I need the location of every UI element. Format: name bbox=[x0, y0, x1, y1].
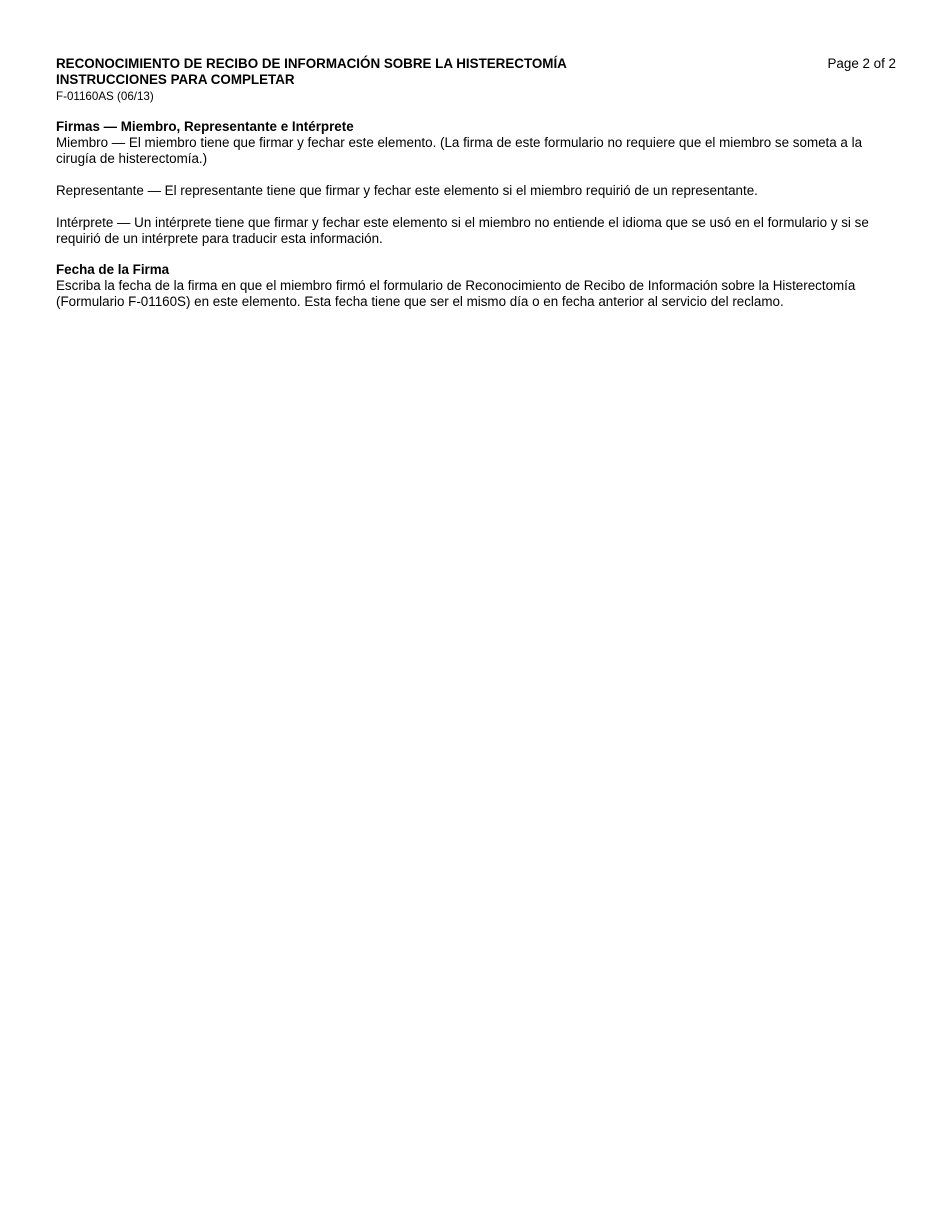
paragraph-representative: Representante — El representante tiene que firmar y fechar este elemento si el miembro requirió de un representante. bbox=[56, 183, 758, 198]
paragraph-interpreter: Intérprete — Un intérprete tiene que firmar y fechar este elemento si el miembro no entiende el idioma que se usó en el formulario y si se requirió de un intérprete para traducir esta información. bbox=[56, 215, 869, 246]
document-page bbox=[56, 56, 896, 310]
paragraph-member: Miembro — El miembro tiene que firmar y fechar este elemento. (La firma de este formulario no requiere que el miembro se someta a la cirugía de histerectomía.) bbox=[56, 135, 863, 166]
document-title-line-1: RECONOCIMIENTO DE RECIBO DE INFORMACIÓN SOBRE LA HISTERECTOMÍA bbox=[56, 56, 567, 71]
section-signatures bbox=[56, 119, 896, 247]
paragraph-signature-date: Escriba la fecha de la firma en que el miembro firmó el formulario de Reconocimiento de Recibo de Información sobre la Histerectomía (Formulario F-01160S) en este elemento. Esta fecha tiene que ser el mismo día o en fecha anterior al servicio del reclamo. bbox=[56, 278, 856, 309]
document-title-line-2: INSTRUCCIONES PARA COMPLETAR bbox=[56, 72, 295, 87]
section-heading-signature-date: Fecha de la Firma bbox=[56, 262, 170, 277]
section-heading-signatures: Firmas — Miembro, Representante e Intérprete bbox=[56, 119, 354, 134]
page-number: Page 2 of 2 bbox=[827, 56, 896, 71]
form-id: F-01160AS (06/13) bbox=[56, 90, 154, 103]
document-header bbox=[56, 56, 896, 104]
section-signature-date bbox=[56, 262, 896, 310]
